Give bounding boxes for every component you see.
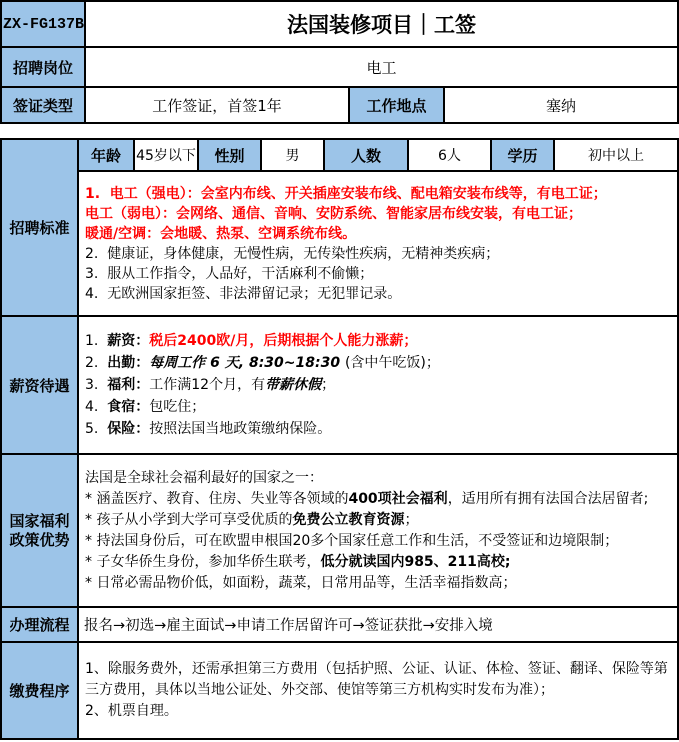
recruit-standard-label: 招聘标准 [2, 140, 79, 315]
education-value: 初中以上 [588, 148, 644, 164]
gender-label: 性别 [199, 140, 262, 170]
headcount-label: 人数 [325, 140, 409, 170]
process-label: 办理流程 [2, 608, 79, 641]
age-value: 45岁以下 [135, 140, 199, 170]
detail-table [0, 138, 679, 740]
position-row [2, 48, 677, 88]
recruit-standard-body [79, 140, 677, 315]
education-label: 学历 [492, 140, 555, 170]
visa-type-label: 签证类型 [2, 88, 86, 122]
position-label: 招聘岗位 [2, 48, 86, 86]
work-location-label: 工作地点 [350, 88, 445, 122]
gender-value: 男 [262, 140, 325, 170]
section-recruit-standard [2, 140, 677, 317]
salary-label: 薪资待遇 [2, 317, 79, 453]
header-table [0, 0, 679, 124]
age-label: 年龄 [79, 140, 135, 170]
candidate-profile-row [79, 140, 677, 172]
visa-row [2, 88, 677, 122]
project-code: ZX-FG137B [2, 2, 86, 46]
process-steps: 报名→初选→雇主面试→申请工作居留许可→签证获批→安排入境 [84, 618, 493, 634]
table-gap [0, 124, 679, 138]
position-value: 电工 [366, 58, 397, 77]
page-title: 法国装修项目｜工签 [287, 13, 476, 37]
payment-text: 1、除服务费外，还需承担第三方费用（包括护照、公证、认证、体检、签证、翻译、保险等第三方费用，具体以当地公证处、外交部、使馆等第三方机构实时发布为准）； 2、机票自理。 [85, 661, 668, 719]
salary-text: 1. 薪资：税后2400欧/月，后期根据个人能力涨薪； 2. 出勤：每周工作 6 天, 8:30~18:30 (含中午吃饭)； 3. 福利：工作满12个月，有带薪休假； 4. 食宿：包吃住； 5. 保险：按照法国当地政策缴纳保险。 [85, 333, 440, 437]
headcount-value: 6人 [409, 140, 492, 170]
section-payment [2, 643, 677, 738]
work-location-value: 塞纳 [545, 96, 576, 115]
section-salary [2, 317, 677, 455]
visa-type-value: 工作签证，首签1年 [86, 88, 350, 122]
welfare-text: 法国是全球社会福利最好的国家之一： * 涵盖医疗、教育、住房、失业等各领域的400项社会福利，适用所有拥有法国合法居留者; * 孩子从小学到大学可享受优质的免费公立教育资源； * 持法国身份后，可在欧盟申根国20多个国家任意工作和生活，不受签证和边境限制； * 子女华侨生身份，参加华侨生联考，低分就读国内985、211高校; * 日常必需品物价低，如面粉，蔬菜，日常用品等，生活幸福指数高； [85, 469, 649, 591]
welfare-label-text: 国家福利 政策优势 [9, 511, 70, 549]
title-row [2, 2, 677, 48]
payment-label: 缴费程序 [2, 643, 79, 738]
recruit-standard-text: 1. 电工（强电）：会室内布线、开关插座安装布线、配电箱安装布线等，有电工证； 电工（弱电）：会网络、通信、音响、安防系统、智能家居布线安装，有电工证； 暖通/空调：会地暖、热泵、空调系统布线。 2. 健康证，身体健康，无慢性病，无传染性疾病，无精神类疾病； 3. 服从工作指令，人品好，干活麻利不偷懒； 4. 无欧洲国家拒签、非法滞留记录；无犯罪记录。 [85, 185, 607, 302]
welfare-label [2, 455, 79, 606]
section-welfare [2, 455, 677, 608]
section-process [2, 608, 677, 643]
